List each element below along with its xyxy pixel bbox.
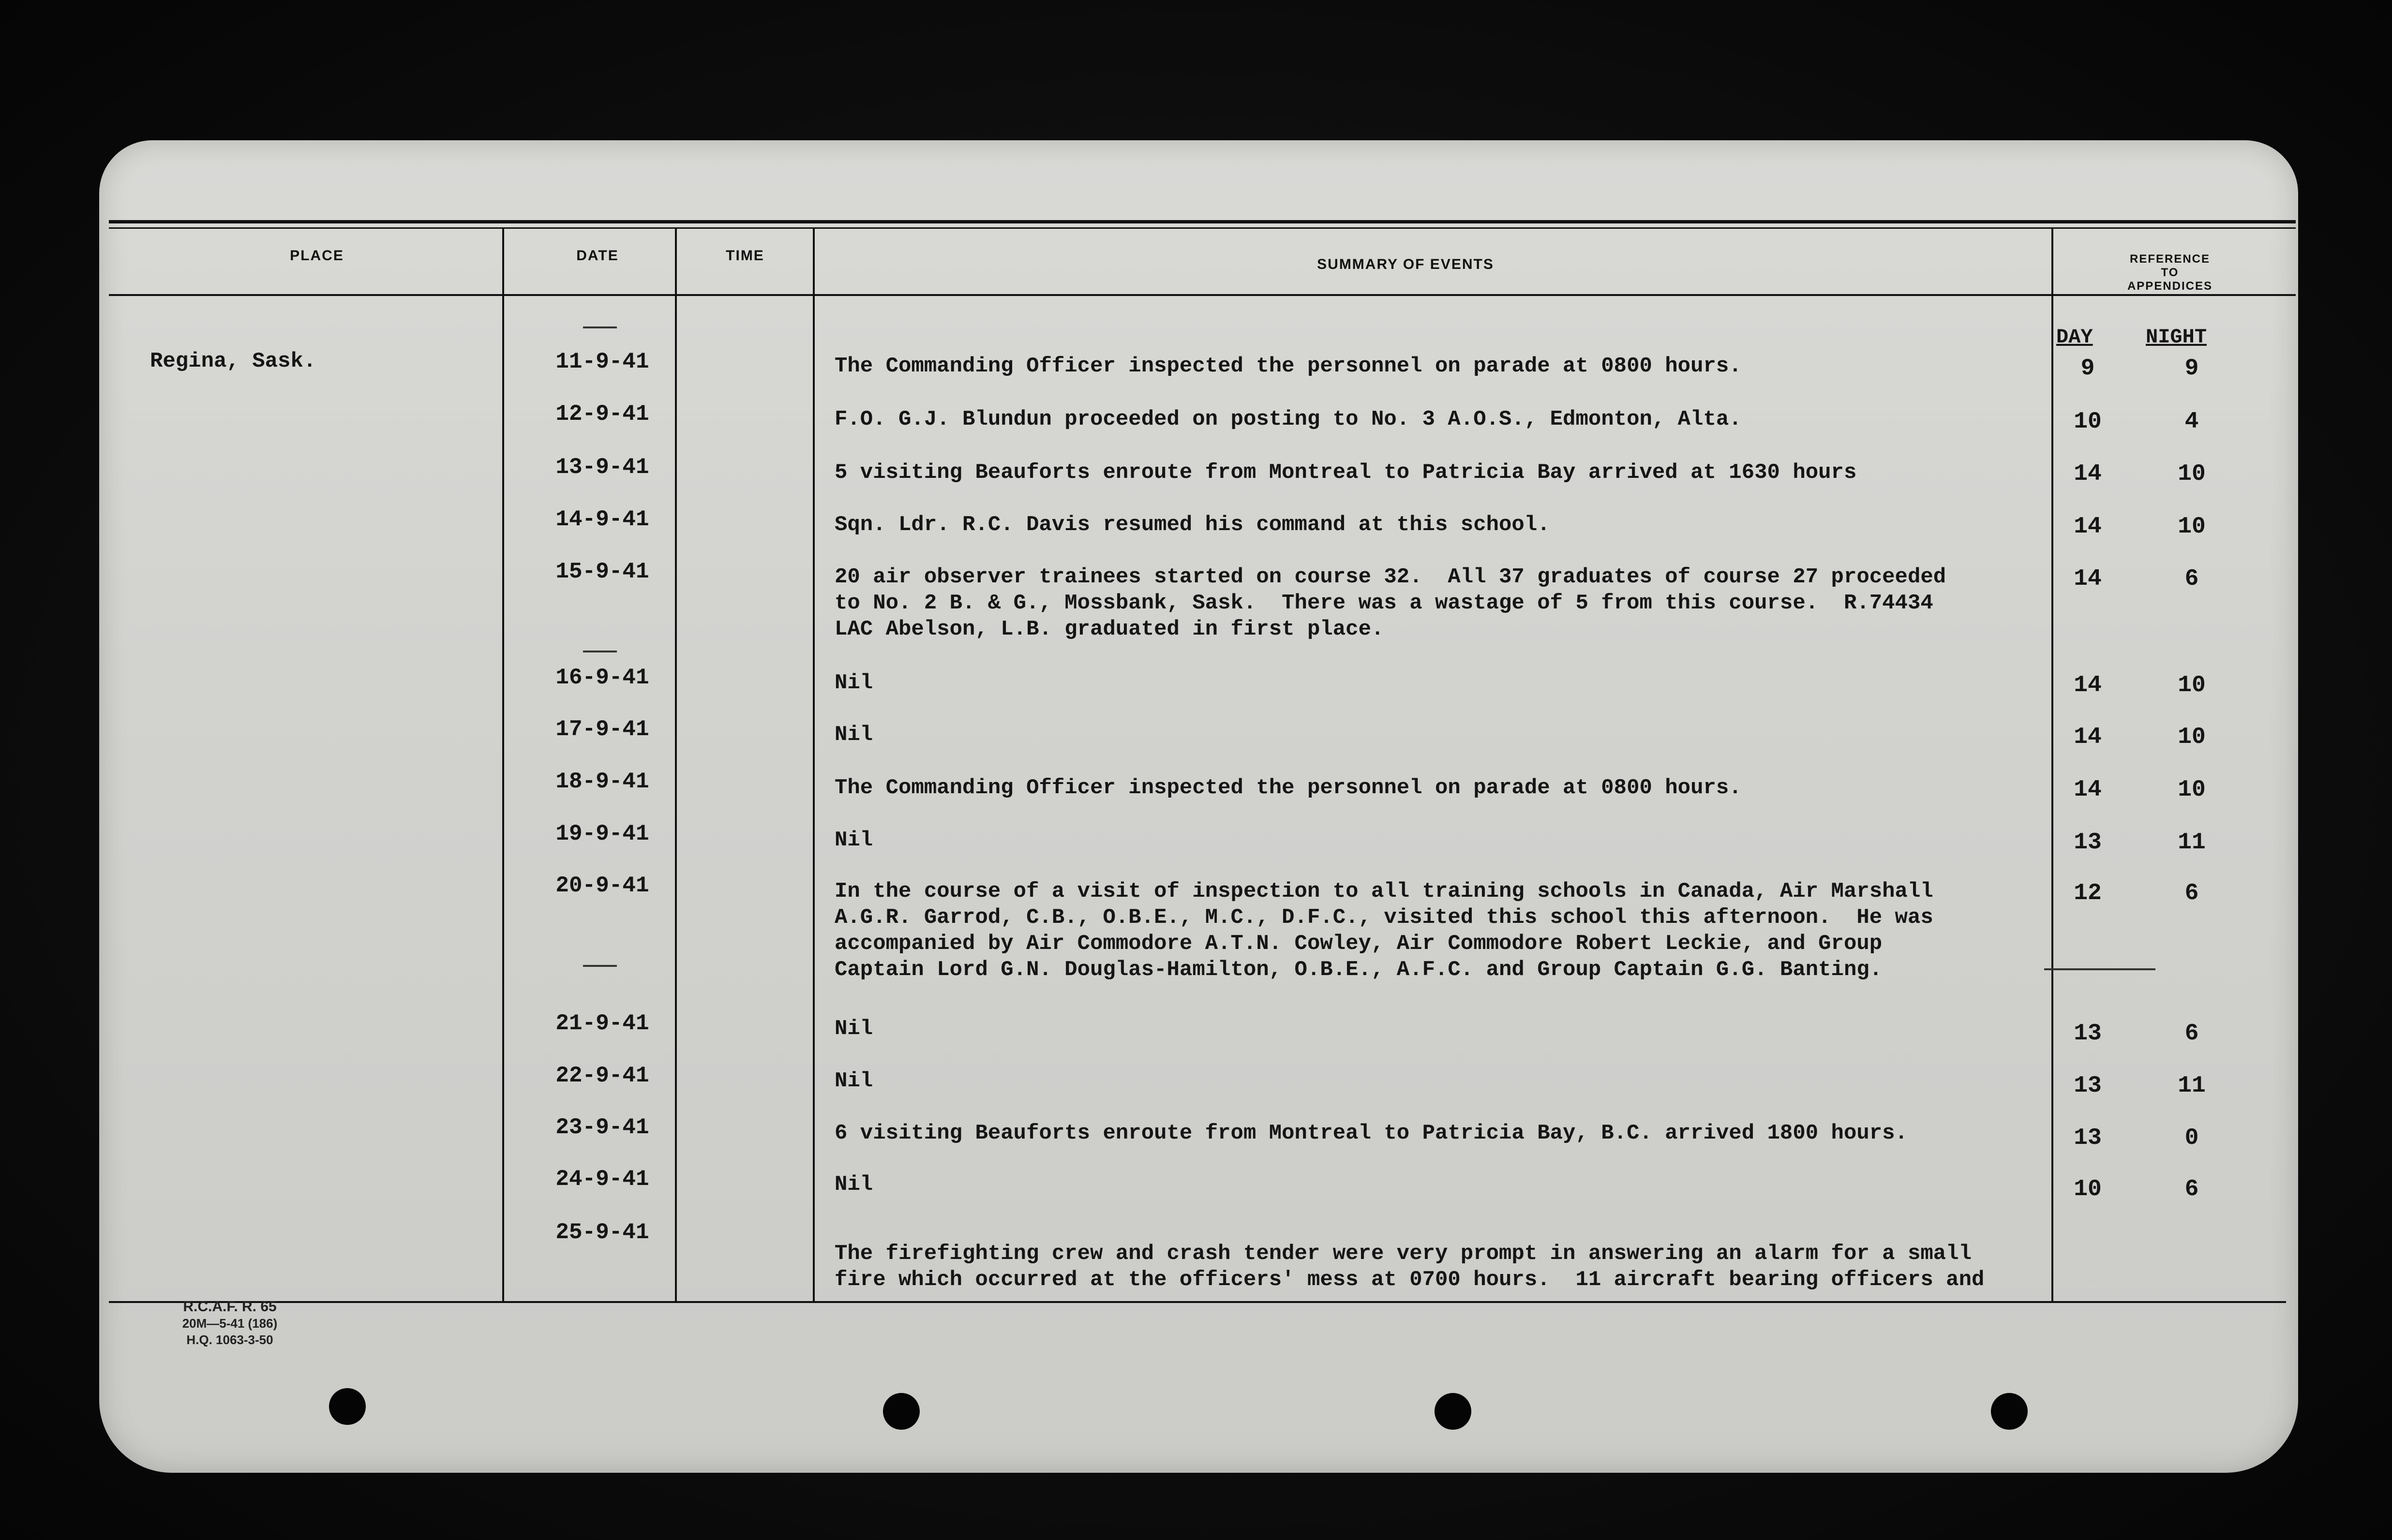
entry-day-count: 14 (2074, 566, 2102, 592)
entry-day-count: 14 (2074, 777, 2102, 803)
entry-date: 19-9-41 (555, 821, 649, 846)
pencil-mark (583, 965, 617, 967)
entry-night-count: 4 (2184, 409, 2199, 435)
header-place: PLACE (290, 248, 344, 264)
entry-date: 24-9-41 (555, 1167, 649, 1192)
header-date: DATE (576, 248, 619, 264)
entry-night-count: 10 (2178, 672, 2206, 698)
entry-summary: Nil (835, 723, 873, 747)
entry-summary: Sqn. Ldr. R.C. Davis resumed his command at this school. (835, 513, 1550, 537)
entry-summary: F.O. G.J. Blundun proceeded on posting to No. 3 A.O.S., Edmonton, Alta. (835, 407, 1742, 431)
form-number-label (128, 1299, 331, 1348)
entry-day-count: 13 (2074, 1021, 2102, 1047)
entry-summary: The firefighting crew and crash tender were very prompt in answering an alarm for a small fire which occurred at the officers' mess at 0700 hours. 11 aircraft bearing officers and (835, 1242, 1985, 1292)
entry-day-count: 13 (2074, 1073, 2102, 1099)
entry-date: 14-9-41 (555, 507, 649, 532)
entry-date: 12-9-41 (555, 401, 649, 427)
column-separator-place (502, 227, 504, 1302)
entry-summary: Nil (835, 828, 873, 852)
form-number-line2: 20M—5-41 (186) (182, 1316, 278, 1331)
header-reference-2: TO (2161, 266, 2179, 279)
entry-summary: 5 visiting Beauforts enroute from Montreal to Patricia Bay arrived at 1630 hours (835, 460, 1857, 485)
entry-date: 25-9-41 (555, 1220, 649, 1245)
pencil-mark (2044, 968, 2155, 970)
entry-summary: Nil (835, 1017, 873, 1041)
entry-day-count: 12 (2074, 880, 2102, 906)
entry-day-count: 14 (2074, 672, 2102, 698)
entry-day-count: 10 (2074, 1176, 2102, 1202)
pencil-mark (583, 326, 617, 328)
entry-night-count: 10 (2178, 777, 2206, 803)
entry-summary: 6 visiting Beauforts enroute from Montreal to Patricia Bay, B.C. arrived 1800 hours. (835, 1121, 1908, 1145)
header-time: TIME (726, 248, 764, 264)
entry-day-count: 13 (2074, 829, 2102, 856)
entry-night-count: 11 (2178, 1073, 2206, 1099)
form-number-line1: R.C.A.F. R. 65 (183, 1299, 277, 1315)
entry-night-count: 6 (2184, 1176, 2199, 1202)
entry-date: 16-9-41 (555, 665, 649, 690)
header-reference-1: REFERENCE (2129, 252, 2211, 266)
entry-summary: The Commanding Officer inspected the personnel on parade at 0800 hours. (835, 354, 1742, 378)
punch-hole (329, 1388, 366, 1425)
header-bottom-rule (109, 294, 2296, 296)
header-summary: SUMMARY OF EVENTS (1317, 256, 1494, 272)
entry-date: 21-9-41 (555, 1011, 649, 1036)
entry-night-count: 9 (2184, 355, 2199, 382)
entry-summary: Nil (835, 1069, 873, 1093)
entry-day-count: 13 (2074, 1125, 2102, 1151)
entry-night-count: 0 (2184, 1125, 2199, 1151)
column-separator-date (675, 227, 677, 1302)
entry-day-count: 14 (2074, 461, 2102, 487)
entry-night-count: 6 (2184, 566, 2199, 592)
entry-summary: Nil (835, 671, 873, 695)
entry-summary: Nil (835, 1172, 873, 1197)
entry-summary: 20 air observer trainees started on course 32. All 37 graduates of course 27 proceeded to No. 2 B. & G., Mossbank, Sask. There was a wastage of 5 from this course. R.74434 LAC Abelson, L.B. graduated in first place. (835, 565, 1946, 641)
entry-date: 22-9-41 (555, 1063, 649, 1088)
entry-day-count: 14 (2074, 724, 2102, 750)
entry-night-count: 10 (2178, 514, 2206, 540)
night-label: NIGHT (2146, 326, 2207, 349)
entry-day-count: 9 (2080, 355, 2095, 382)
punch-hole (1435, 1393, 1471, 1430)
column-separator-time (813, 227, 815, 1302)
entry-date: 20-9-41 (555, 873, 649, 898)
entry-date: 18-9-41 (555, 769, 649, 794)
entry-summary: The Commanding Officer inspected the personnel on parade at 0800 hours. (835, 776, 1742, 800)
entry-date: 15-9-41 (555, 559, 649, 584)
entry-day-count: 14 (2074, 514, 2102, 540)
entry-day-count: 10 (2074, 409, 2102, 435)
entry-date: 17-9-41 (555, 717, 649, 742)
entry-date: 23-9-41 (555, 1115, 649, 1140)
day-label: DAY (2056, 326, 2093, 349)
punch-hole (883, 1393, 920, 1430)
header-top-rule (109, 220, 2296, 223)
entry-night-count: 6 (2184, 1021, 2199, 1047)
entry-night-count: 6 (2184, 880, 2199, 906)
place-cell: Regina, Sask. (150, 349, 316, 373)
header-reference-3: APPENDICES (2127, 280, 2213, 293)
entry-date: 11-9-41 (555, 349, 649, 374)
header-top-rule-thin (109, 227, 2296, 229)
diary-form-page (99, 140, 2298, 1473)
entry-night-count: 10 (2178, 724, 2206, 750)
entry-night-count: 10 (2178, 461, 2206, 487)
form-number-line3: H.Q. 1063-3-50 (186, 1333, 273, 1347)
entry-night-count: 11 (2178, 829, 2206, 856)
pencil-mark (583, 651, 617, 652)
punch-hole (1991, 1393, 2028, 1430)
entry-date: 13-9-41 (555, 455, 649, 480)
table-bottom-rule (109, 1301, 2286, 1303)
entry-summary: In the course of a visit of inspection to all training schools in Canada, Air Marshall A.G.R. Garrod, C.B., O.B.E., M.C., D.F.C., visited this school this afternoon. He was accompanied by Air Commodore A.T.N. Cowley, Air Commodore Robert Leckie, and Group Captain Lord G.N. Douglas-Hamilton, O.B.E., A.F.C. and Group Captain G.G. Banting. (835, 879, 1933, 982)
